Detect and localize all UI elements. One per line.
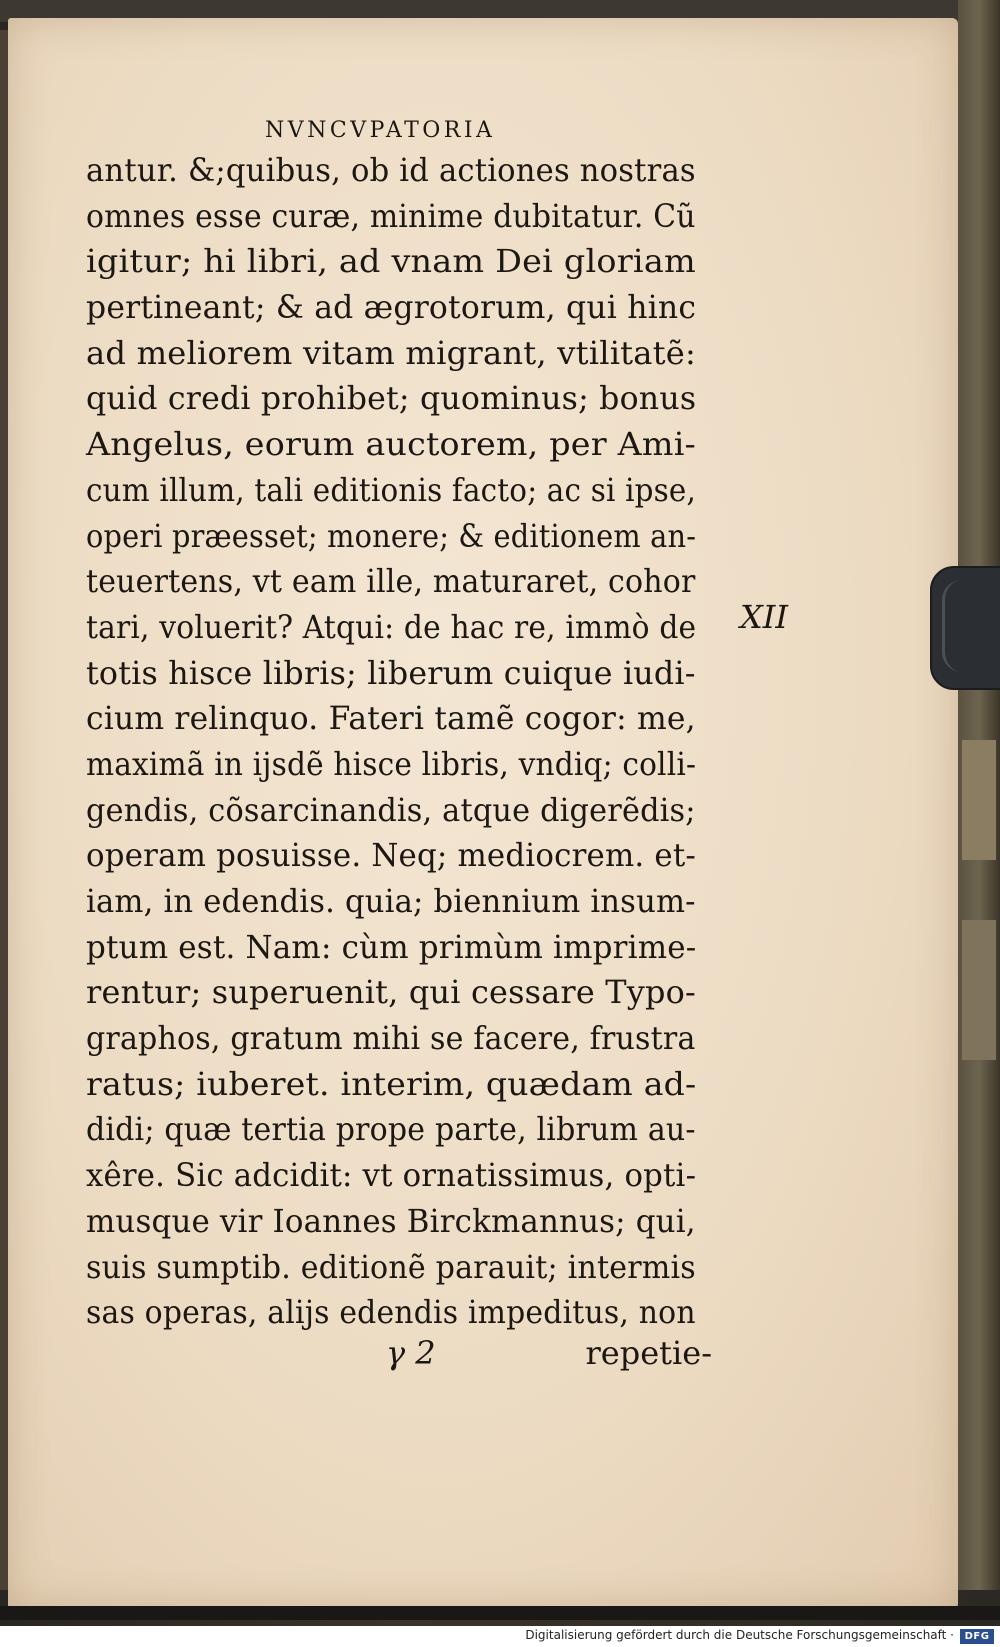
signature-mark: γ 2	[386, 1334, 436, 1372]
text-line: maximã in ijsdẽ hisce libris, vndiq; colli-	[86, 744, 697, 783]
page-edge-strip	[962, 920, 996, 1060]
text-line: Angelus, eorum auctorem, per Ami-	[86, 425, 697, 464]
text-line: suis sumptib. editionẽ parauit; intermis	[86, 1247, 696, 1286]
page-catchline	[86, 1330, 736, 1376]
text-line: didi; quæ tertia prope parte, librum au-	[86, 1110, 696, 1149]
text-line: ad meliorem vitam migrant, vtilitatẽ:	[86, 333, 697, 372]
text-line: antur. &;quibus, ob id actiones nostras	[86, 151, 696, 189]
running-head: NVNCVPATORIA	[265, 118, 496, 143]
text-line: operi præesset; monere; & editionem an-	[86, 516, 697, 555]
dfg-logo: DFG	[960, 1629, 994, 1644]
page-edge-strip	[962, 740, 996, 860]
scanner-clip	[930, 566, 1000, 690]
text-line: teuertens, vt eam ille, maturaret, cohor	[86, 562, 696, 601]
text-line: ptum est. Nam: cùm primùm imprime-	[86, 927, 697, 966]
text-line: operam posuisse. Neq; mediocrem. et-	[86, 836, 697, 875]
margin-folio-note: XII	[740, 598, 789, 636]
text-line: quid credi prohibet; quominus; bonus	[86, 379, 697, 418]
text-line: pertineant; & ad ægrotorum, qui hinc	[86, 288, 697, 327]
catchword: repetie-	[585, 1334, 712, 1372]
text-line: xêre. Sic adcidit: vt ornatissimus, opti-	[86, 1156, 697, 1195]
text-line: graphos, gratum mihi se facere, frustra	[86, 1019, 696, 1058]
text-line: omnes esse curæ, minime dubitatur. Cũ	[86, 196, 696, 235]
scanner-bottom-band	[0, 1606, 1000, 1620]
text-line: tari, voluerit? Atqui: de hac re, immò de	[86, 607, 697, 646]
text-line: iam, in edendis. quia; biennium insum-	[86, 882, 696, 920]
funding-credit: Digitalisierung gefördert durch die Deutsche Forschungsgemeinschaft ·	[525, 1628, 954, 1642]
text-line: igitur; hi libri, ad vnam Dei gloriam	[86, 242, 696, 281]
text-line: musque vir Ioannes Birckmannus; qui,	[86, 1201, 696, 1240]
text-line: cium relinquo. Fateri tamẽ cogor: me,	[86, 699, 696, 738]
digitization-footer	[0, 1626, 1000, 1647]
text-line: ratus; iuberet. interim, quædam ad-	[86, 1064, 697, 1103]
text-line: gendis, cõsarcinandis, atque digerẽdis;	[86, 790, 696, 829]
text-line: cum illum, tali editionis facto; ac si ipse,	[86, 470, 697, 509]
text-line: sas operas, alijs edendis impeditus, non	[86, 1293, 696, 1332]
body-text	[86, 148, 736, 1336]
text-line: totis hisce libris; liberum cuique iudi-	[86, 653, 696, 692]
text-line: rentur; superuenit, qui cessare Typo-	[86, 973, 696, 1012]
